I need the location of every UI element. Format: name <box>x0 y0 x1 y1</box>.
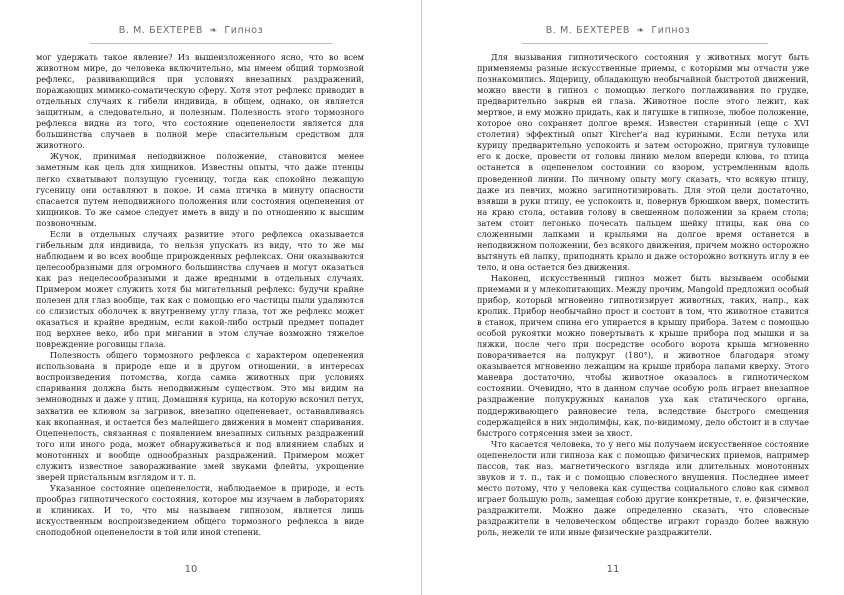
page-number: 11 <box>606 564 620 575</box>
paragraph: Полезность общего тормозного рефлекса с характером оцепенения использована в природе еще и в другом отношении, в интересах воспроизведения потомства, когда самка животных при условиях спаривания должна быть неподвижным существом. Это мы видим на земноводных и даже у птиц. Домашняя курица, на которую вскочил петух, захватив ее клювом за загривок, внезапно оцепеневает, останавливаясь как вкопанная, и остается без малейшего движения в момент спаривания. Оцепенелость, связанная с появлением внезапных сильных раздражений того или иного рода, может обнаруживаться и под влиянием слабых и монотонных и вообще однообразных раздражений. Примером может служить известное завораживание змей звуками флейты, укрощение зверей пристальным взглядом и т. п. <box>36 350 364 482</box>
paragraph: Если в отдельных случаях развитие этого рефлекса оказывается гибельным для индивида, то нельзя упускать из виду, что то же мы наблюдаем и во всех вообще прирожденных рефлексах. Они оказываются целесообразными для огромного большинства случаев и могут оказаться как раз нецелесообразными и даже вредными в отдельных случаях. Примером может служить хотя бы мигательный рефлекс: будучи крайне полезен для глаз вообще, так как с помощью его частицы пыли удаляются со слизистых оболочек к внутреннему углу глаза, тот же рефлекс может оказаться и крайне вредным, если какой-либо острый предмет попадет под верхнее веко, ибо при мигании в этом случае возможно тяжелое повреждение роговицы глаза. <box>36 228 364 350</box>
page-number: 10 <box>184 564 198 575</box>
running-head-author: В. М. БЕХТЕРЕВ <box>118 25 203 36</box>
running-head <box>392 25 844 36</box>
header-rule <box>90 43 332 44</box>
paragraph: Для вызывания гипнотического состояния у животных могут быть применяемы разные искусственные приемы, с которыми мы отчасти уже познакомились. Ящерицу, обладающую необычайной быстротой движений, можно ввести в гипноз с помощью легкого поглаживания по грудке, предварительно закрыв ей глаза. Животное после этого лежит, как мертвое, и ему можно придать, как и лягушке в гипнозе, любое положение, которое оно сохраняет долгое время. Известен старинный (еще с XVI столетия) эффектный опыт Kircher'а над куриными. Если петуха или курицу предварительно успокоить и затем осторожно, пригнув туловище его к доске, провести от головы линию мелом впереди клюва, то птица останется в оцепенелом состоянии со взором, устремленным вдоль проведенной линии. По личному опыту могу сказать, что всякую птицу, даже из певчих, можно загипнотизировать. Для этой цели достаточно, взявши в руки птицу, ее успокоить и, повернув брюшком вверх, поместить на краю стола, оставив голову в свешенном положении за краем стола; затем стоит легонько почесать пальцем шейку птицы, как она со сложенными лапками и крыльями на долгое время останется в неподвижном положении, без всякого движения, причем можно осторожно вытянуть ей лапку, приподнять крыло и даже осторожно воткнуть иглу в ее тело, и она остается без движения. <box>477 52 809 272</box>
right-page <box>422 0 844 595</box>
running-head-title: Гипноз <box>651 25 691 36</box>
paragraph: Указанное состояние оцепенелости, наблюдаемое в природе, и есть прообраз гипнотического состояния, которое мы изучаем в лабораториях и клиниках. И то, что мы называем гипнозом, является лишь искусственным воспроизведением общего тормозного рефлекса в виде сноподобной оцепенелости в той или иной степени. <box>36 482 364 538</box>
paragraph: Жучок, принимая неподвижное положение, становится менее заметным как цель для хищников. Известны опыты, что даже птенцы легко схватывают ползущую гусеницу, тогда как спокойно лежащую гусеницу они оставляют в покое. И сама птичка в минуту опасности спасается путем неподвижного положения или состояния оцепенения от хищников. То же самое следует иметь в виду и по отношению к высшим позвоночным. <box>36 151 364 228</box>
running-head <box>0 25 422 36</box>
paragraph: мог удержать такое явление? Из вышеизложенного ясно, что во всем животном мире, до человека включительно, мы имеем общий тормозной рефлекс, развивающийся при условиях внезапных раздражений, поражающих мимико-соматическую сферу. Хотя этот рефлекс приводит в отдельных случаях к гибели индивида, в общем, однако, он является защитным, а следовательно, и полезным. Полезность этого тормозного рефлекса видна из того, что состояние оцепенелости является для большинства случаев в полной мере спасительным средством для животного. <box>36 52 364 151</box>
running-head-title: Гипноз <box>224 25 264 36</box>
header-rule <box>522 43 768 44</box>
fleuron-icon: ❧ <box>209 26 218 36</box>
body-text <box>477 52 809 538</box>
running-head-author: В. М. БЕХТЕРЕВ <box>545 25 630 36</box>
page-gutter <box>421 0 422 595</box>
body-text <box>36 52 364 538</box>
paragraph: Наконец, искусственный гипноз может быть вызываем особыми приемами и у млекопитающих. Между прочим, Mangold предложил особый прибор, который мгновенно гипнотизирует животных, таких, напр., как кролик. Прибор необычайно прост и состоит в том, что животное ставится в станок, причем спина его упирается в крышу прибора. Затем с помощью особой рукоятки можно повертывать к крыше прибора под мышки и за ляжки, после чего при посредстве особого ворота крыша мгновенно поворачивается на полукруг (180°), и животное благодаря этому оказывается мгновенно лежащим на крыше прибора лапами кверху. Этого маневра достаточно, чтобы животное оказалось в гипнотическом состоянии. Очевидно, что в данном случае особую роль играет внезапное раздражение полукружных каналов уха как статического органа, поддерживающего равновесие тела, вследствие быстрого смещения содержащейся в них эндолимфы, как, по-видимому, дело обстоит и в случае быстрого сотрясения змеи за хвост. <box>477 272 809 438</box>
paragraph: Что касается человека, то у него мы получаем искусственное состояние оцепенелости или гипноза как с помощью физических приемов, например пассов, так наз. магнетического взгляда или длительных монотонных звуков и т. п., так и с помощью словесного внушения. Последнее имеет место потому, что у человека как существа социального слово как символ играет большую роль, замещая собою другие конкретные, т. е. физические, раздражители. Можно даже определенно сказать, что словесные раздражители в человеческом обществе играют гораздо более важную роль, нежели те или иные физические раздражители. <box>477 438 809 538</box>
fleuron-icon: ❧ <box>636 26 645 36</box>
